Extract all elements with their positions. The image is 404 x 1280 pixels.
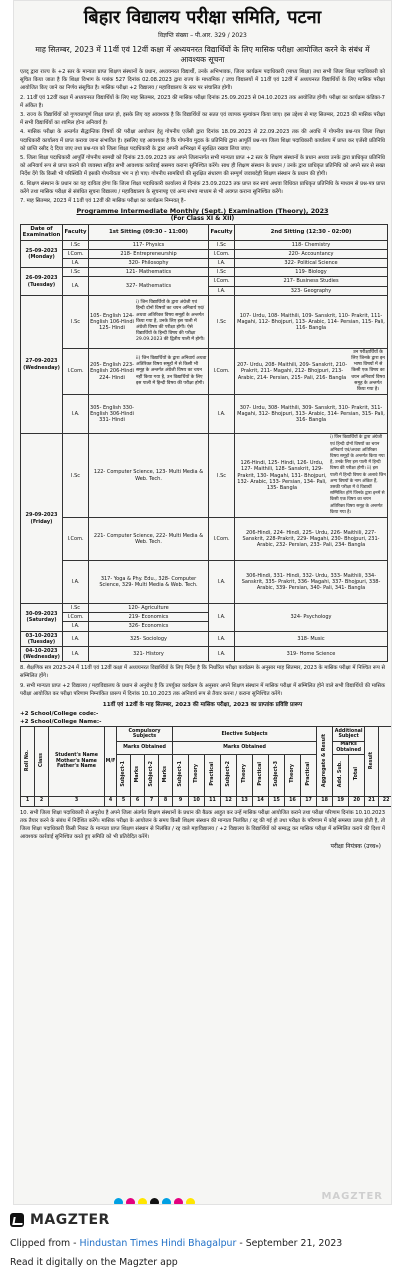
subject-cell: 324- Psychology [235, 603, 388, 631]
mf-header: M/F [105, 727, 117, 796]
subject-cell: 217- Business Studies [235, 277, 388, 286]
subject-cell [235, 348, 388, 394]
subject-cell: 121- Mathematics [89, 268, 209, 277]
table-row [21, 603, 388, 612]
subject-col: Subject-2 [221, 754, 237, 796]
faculty-cell: I.A. [63, 646, 89, 661]
additional-marks-header: Marks Obtained [333, 742, 365, 754]
subject-cell: 118- Chemistry [235, 240, 388, 249]
faculty-cell: I.Sc [63, 295, 89, 348]
exam-schedule-table [20, 224, 388, 662]
header-sitting-1: 1st Sitting (09:30 - 11:00) [89, 225, 209, 240]
column-number: 21 [365, 796, 379, 806]
publication-link[interactable]: Hindustan Times Hindi Bhagalpur [79, 1238, 237, 1249]
table-row [21, 240, 388, 249]
column-number: 19 [333, 796, 349, 806]
subject-cell: 321- History [89, 646, 209, 661]
subject-cell: 219- Economics [89, 613, 209, 622]
faculty-cell: I.A. [209, 631, 235, 646]
programme-title: Programme Intermediate Monthly (Sept.) Examination (Theory), 2023 [76, 207, 329, 216]
faculty-cell: I.A. [63, 631, 89, 646]
exam-date: 25-09-2023 (Monday) [21, 240, 63, 268]
marks-col: Marks [131, 754, 145, 796]
marks-col: Marks [159, 754, 173, 796]
subject-col: Subject-1 [173, 754, 189, 796]
column-number: 6 [131, 796, 145, 806]
subject-cell: 318- Music [235, 631, 388, 646]
subject-cell: 221- Computer Science, 222- Multi Media & Web. Tech. [89, 517, 209, 560]
total-col: Total [349, 754, 365, 796]
roll-header: Roll No. [21, 727, 35, 796]
table-row [21, 268, 388, 277]
subject-cell [235, 395, 388, 434]
column-number: 9 [173, 796, 189, 806]
table-row [21, 646, 388, 661]
subject-cell: 327- Mathematics [89, 277, 209, 295]
magzter-brand[interactable] [10, 1210, 110, 1230]
faculty-cell: I.A. [209, 603, 235, 631]
faculty-cell: I.A. [63, 277, 89, 295]
subject-cell [89, 295, 209, 348]
exam-date: 26-09-2023 (Tuesday) [21, 268, 63, 296]
faculty-cell: I.Sc [209, 434, 235, 518]
subject-cell: 323- Geography [235, 286, 388, 295]
icom-language-codes: 205- English 223- English 206-Hindi 224- Hindi [90, 362, 134, 381]
table-row [21, 631, 388, 646]
table-row [21, 295, 388, 348]
subject-cell: 119- Biology [235, 268, 388, 277]
faculty-cell: I.Sc [63, 268, 89, 277]
subject-cell: 218- Entrepreneurship [89, 249, 209, 258]
subject-cell: 326- Economics [89, 622, 209, 631]
clip-source [10, 1238, 342, 1249]
subject-cell [235, 434, 388, 518]
language-note-2: ii) जिन विद्यार्थियों के द्वारा अनिवार्य अथवा अतिरिक्त विषय समूहों में से किसी भी समूह के अन्तर्गत अंग्रेजी विषय का चयन नहीं किया गया है, उन विद्यार्थियों के लिए इस पाली में हिन्दी विषय की परीक्षा होगी। [136, 356, 207, 386]
college-name-label: +2 School/College Name:- [20, 719, 102, 726]
table-row [21, 395, 388, 434]
subject-col: Subject-2 [145, 754, 159, 796]
exam-date: 04-10-2023 (Wednesday) [21, 646, 63, 661]
table-row [21, 277, 388, 286]
table-row [21, 560, 388, 603]
format-title: 11वीं एवं 12वीं के माह सितम्बर, 2023 की मासिक परीक्षा, 2023 का प्राप्तांक प्रविष्टि प्रारूप [102, 702, 303, 709]
print-marks [14, 1190, 391, 1204]
faculty-cell: I.Com. [63, 348, 89, 394]
read-digitally-text: Read it digitally on the Magzter app [10, 1257, 178, 1268]
subject-cell: 122- Computer Science, 123- Multi Media & Web. Tech. [89, 434, 209, 518]
paragraph-7: 7. माह सितम्बर, 2023 में 11वीं एवं 12वीं की मासिक परीक्षा का कार्यक्रम निम्नवत् है– [20, 198, 187, 205]
faculty-cell: I.Com. [63, 517, 89, 560]
column-number: 3 [49, 796, 105, 806]
faculty-cell: I.Com. [209, 517, 235, 560]
header-faculty-1: Faculty [63, 225, 89, 240]
subject-cell: 325- Sociology [89, 631, 209, 646]
isc-other-languages: 107- Urdu, 108- Maithili, 109- Sanskrit, 110- Prakrit, 111- Magahi, 112- Bhojpuri, 113- Arabic, 114- Persian, 115- Pali, 116- Bangla [237, 312, 385, 331]
faculty-cell: I.A. [209, 286, 235, 295]
column-number: 18 [317, 796, 333, 806]
subject-col: Subject-1 [117, 754, 131, 796]
faculty-cell: I.A. [63, 622, 89, 631]
paragraph-5: 5. जिला शिक्षा पदाधिकारी आपूर्ति गोपनीय सामग्री को दिनांक 23.09.2023 तक अपने जिलान्तर्गत सभी मान्यता प्राप्त +2 स्तर के शिक्षण संस्थानों के प्रधान अथवा उनके द्वारा प्राधिकृत प्रतिनिधि को अनिवार्य रूप से प्राप्त कराने की व्यवस्था सहित सभी आवश्यक कार्रवाई ससमय कराना सुनिश्चित करेंगे। साथ ही शिक्षण संस्थान के प्रधान / उनके द्वारा प्राधिकृत प्रतिनिधि को अपने स्तर से सख्त निर्देश देंगे कि किसी भी परिस्थिति में इसकी गोपनीयता भंग न हो पाए। गोपनीय सामग्रियों की सुरक्षित संधारण की सम्पूर्ण जवाबदेही शिक्षण संस्थान के प्रधान की होगी। [20, 155, 385, 178]
notice-header: बिहार विद्यालय परीक्षा समिति, पटना [83, 7, 322, 28]
practical-col: Practical [301, 754, 317, 796]
faculty-cell: I.Com. [209, 277, 235, 286]
elective-marks-header: Marks Obtained [173, 742, 317, 754]
aggregate-header: Aggregate & Result [317, 727, 333, 796]
subject-cell: 120- Agriculture [89, 603, 209, 612]
magzter-brand-name: MAGZTER [30, 1212, 110, 1228]
isc-hindi-languages: 126-Hindi, 125- Hindi, 126- Urdu, 127- Maithili, 128- Sanskrit, 129- Prakrit, 130- Magahi, 131- Bhojpuri, 132- Arabic, 133- Persian, 134- Pali, 135- Bangla [237, 460, 327, 491]
table-row [21, 249, 388, 258]
subject-cell [89, 348, 209, 394]
subject-cell [235, 295, 388, 348]
notice-number: विज्ञप्ति संख्या – पी.आर. 329 / 2023 [158, 32, 247, 39]
column-number: 20 [349, 796, 365, 806]
paragraph-6: 6. शिक्षण संस्थान के प्रधान का यह दायित्व होगा कि जिला शिक्षा पदाधिकारी कार्यालय से दिनांक 23.09.2023 तक प्राप्त कर स्वयं अथवा विधिवत प्राधिकृत प्रतिनिधि के माध्यम से प्रश्न-पत्र प्राप्त करेंगे तथा मासिक परीक्षा से संबंधित सूचना विद्यालय / महाविद्यालय के सूचनापट्ट एवं अन्य संभव माध्यम से भी अवगत कराना सुनिश्चित करेंगे। [20, 180, 385, 195]
table-row [21, 259, 388, 268]
practical-col: Practical [253, 754, 269, 796]
format-number-row [21, 796, 393, 806]
subject-cell: 206-Hindi, 224- Hindi, 225- Urdu, 226- Maithili, 227- Sanskrit, 228-Prakrit, 229- Magahi, 230- Bhojpuri, 231- Arabic, 232- Persian, 233- Pali, 234- Bangla [235, 517, 388, 560]
paragraph-1: एतद् द्वारा राज्य के +2 स्तर के मान्यता प्राप्त शिक्षण संस्थानों के प्रधान, अध्ययनरत विद्यार्थी, उनके अभिभावक, जिला कार्यक्रम पदाधिकारी (माध्य शिक्षा) तथा सभी जिला शिक्षा पदाधिकारी को सूचित किया जाता है कि शिक्षा विभाग के पत्रांक 527 दिनांक 02.08.2023 द्वारा राज्य के माध्यमिक / उच्च विद्यालयों में 11वीं एवं 12वीं में अध्ययनरत विद्यार्थियों के लिए मासिक परीक्षा आयोजित किए जाने का निर्णय संसूचित है। मासिक परीक्षा +2 विद्यालय / महाविद्यालय के स्तर पर संचालित होगी। [20, 69, 385, 92]
faculty-cell: I.A. [209, 395, 235, 434]
registration-dot [186, 1198, 195, 1205]
paragraph-3: 3. राज्य के विद्यार्थियों को गुणवत्तापूर्ण शिक्षा प्राप्त हो, इसके लिए यह आवश्यक है कि विद्यार्थियों का सतत एवं व्यापक मूल्यांकन किया जाए। इस उद्देश्य से माह सितम्बर, 2023 की मासिक परीक्षा में सभी विद्यार्थियों का शामिल होना अनिवार्य है। [20, 112, 385, 127]
column-number: 10 [189, 796, 205, 806]
registration-dot [162, 1198, 171, 1205]
column-number: 14 [253, 796, 269, 806]
column-number: 8 [159, 796, 173, 806]
column-number: 17 [301, 796, 317, 806]
faculty-cell: I.Sc [63, 603, 89, 612]
registration-dot [150, 1198, 159, 1205]
faculty-cell: I.A. [209, 646, 235, 661]
class-header: Class [35, 727, 49, 796]
hindi-note: i) जिन विद्यार्थियों के द्वारा अंग्रेजी एवं हिन्दी दोनों विषयों का चयन अनिवार्य एवं/अथवा अतिरिक्त विषय समूहों के अन्तर्गत किया गया है, उनके लिए इस पाली में हिन्दी विषय की परीक्षा होगी। ii) इस पाली में हिन्दी विषय के अलावे जिन अन्य विषयों के नाम अंकित हैं, उसकी परीक्षा में वे विद्यार्थी सम्मिलित होंगे जिनके द्वारा इनमें से किसी एक विषय का चयन अतिरिक्त विषय समूह के अन्तर्गत किया गया है। [330, 435, 386, 515]
header-sitting-2: 2nd Sitting (12:30 - 02:00) [235, 225, 388, 240]
icom-other-languages: 207- Urdu, 208- Maithili, 209- Sanskrit, 210- Prakrit, 211- Magahi, 212- Bhojpuri, 213- Arabic, 214- Persian, 215- Pali, 216- Bangla [236, 362, 348, 381]
column-number: 5 [117, 796, 131, 806]
column-number: 13 [237, 796, 253, 806]
subject-cell: 220- Accountancy [235, 249, 388, 258]
notice-subject: माह सितम्बर, 2023 में 11वीं एवं 12वीं कक्षा में अध्ययनरत विद्यार्थियों के लिए मासिक परीक्षा आयोजित करने के संबंध में आवश्यक सूचना [35, 45, 370, 64]
table-row [21, 517, 388, 560]
newspaper-clipping [13, 0, 392, 1205]
column-number: 1 [21, 796, 35, 806]
faculty-cell: I.Sc [63, 434, 89, 518]
header-date: Date of Examination [21, 225, 63, 240]
student-header: Student's Name Mother's Name Father's Name [49, 727, 105, 796]
magzter-logo-icon [10, 1213, 24, 1227]
exam-date: 29-09-2023 (Friday) [21, 434, 63, 604]
column-number: 12 [221, 796, 237, 806]
registration-dot [174, 1198, 183, 1205]
registration-dot [114, 1198, 123, 1205]
faculty-cell: I.Com. [209, 249, 235, 258]
table-row [21, 348, 388, 394]
subject-cell: 319- Home Science [235, 646, 388, 661]
college-code-label: +2 School/College code:- [20, 711, 99, 718]
faculty-cell: I.A. [209, 259, 235, 268]
add-sub-col: Add. Sub. [333, 754, 349, 796]
watermark: MAGZTER [321, 1191, 383, 1202]
note-9: 9. सभी मान्यता प्राप्त +2 विद्यालय / महाविद्यालय के प्रधान से अनुरोध है कि उपर्युक्त कार्यक्रम के अनुसार अपने शिक्षण संस्थान में मासिक परीक्षा में सम्मिलित होने वाले सभी विद्यार्थियों की मासिक परीक्षा आयोजित कर परीक्षा परिणाम निम्नांकित प्रारूप में दिनांक 10.10.2023 तक अनिवार्य रूप से तैयार करना / कराना सुनिश्चित करेंगे। [20, 683, 385, 698]
compulsory-header: Compulsory Subjects [117, 727, 173, 742]
faculty-cell: I.Sc [63, 240, 89, 249]
color-registration-bar [114, 1192, 198, 1201]
column-number: 15 [269, 796, 285, 806]
schedule-header-row [21, 225, 388, 240]
column-number: 4 [105, 796, 117, 806]
ia-other-languages: 307- Urdu, 308- Maithili, 309- Sanskrit, 310- Prakrit, 311- Magahi, 312- Bhojpuri, 313- Arabic, 314- Persian, 315- Pali, 316- Bangla [237, 404, 385, 424]
faculty-cell: I.A. [63, 259, 89, 268]
subject-cell: 117- Physics [89, 240, 209, 249]
header-faculty-2: Faculty [209, 225, 235, 240]
faculty-cell: I.A. [63, 560, 89, 603]
result-header: Result [365, 727, 379, 796]
signature: परीक्षा नियंत्रक (उच्च०) [330, 842, 381, 850]
registration-dot [126, 1198, 135, 1205]
compulsory-marks-header: Marks Obtained [117, 742, 173, 754]
practical-col: Practical [205, 754, 221, 796]
programme-subtitle: (For Class XI & XII) [170, 215, 235, 223]
column-number: 11 [205, 796, 221, 806]
faculty-cell: I.Sc [209, 268, 235, 277]
format-header-row-1 [21, 727, 393, 742]
exam-date: 27-09-2023 (Wednesday) [21, 295, 63, 433]
subject-col: Subject-3 [269, 754, 285, 796]
registration-dot [138, 1198, 147, 1205]
clipped-from-label: Clipped from - [10, 1238, 80, 1249]
column-number: 16 [285, 796, 301, 806]
column-number: 22 [379, 796, 392, 806]
paragraph-4: 4. मासिक परीक्षा के अन्तर्गत सैद्धान्तिक विषयों की परीक्षा आयोजन हेतु गोपनीय एजेंसी द्वारा दिनांक 18.09.2023 से 22.09.2023 तक की अवधि में गोपनीय प्रश्न-पत्र जिला शिक्षा पदाधिकारी कार्यालय में प्राप्त कराया जाना संभावित है। इसलिए यह आवश्यक है कि गोपनीय मुद्रक के प्रतिनिधि द्वारा आपूर्ति प्रश्न-पत्र जिला शिक्षा पदाधिकारी कार्यालय में प्राप्त कर एजेंसी प्रतिनिधि को प्राप्ति रसीद दे दिया जाए तथा प्रश्न-पत्र को जिला शिक्षा पदाधिकारी के द्वारा अपनी अभिरक्षा में सुरक्षित रखवा लिया जाए। [20, 129, 385, 152]
faculty-cell: I.Sc [209, 240, 235, 249]
table-row [21, 434, 388, 518]
theory-col: Theory [189, 754, 205, 796]
column-number: 7 [145, 796, 159, 806]
subject-cell: 306-Hindi, 331- Hindi, 332- Urdu, 333- Maithili, 334- Sanskrit, 335- Prakrit, 336- Magahi, 337- Bhojpuri, 338- Arabic, 339- Persian, 340- Pali, 341- Bangla [235, 560, 388, 603]
faculty-cell: I.Sc [209, 295, 235, 348]
exam-date: 30-09-2023 (Saturday) [21, 603, 63, 631]
faculty-cell: I.Com. [63, 613, 89, 622]
faculty-cell: I.Com. [209, 348, 235, 394]
extra-header [379, 727, 392, 796]
marks-format-table [20, 726, 392, 806]
theory-col: Theory [237, 754, 253, 796]
additional-header: Additional Subject [333, 727, 365, 742]
note-10: 10. सभी जिला शिक्षा पदाधिकारी से अनुरोध है अपने जिला अंतर्गत शिक्षण संस्थानों के प्रधान की बैठक आहूत कर उन्हें मासिक परीक्षा आयोजित कराने तथा परीक्षा परिणाम दिनांक 10.10.2023 तक तैयार करने के संबंध में निर्देशित करेंगे। मासिक परीक्षा के आयोजन के समय किसी शिक्षण संस्थान की मान्यता निलंबित / रद्द की गई हो तथा परीक्षा के परिणाम में कोई समस्या उत्पन्न होती है, तो जिला शिक्षा पदाधिकारी किसी निकट के मान्यता प्राप्त शिक्षण संस्थान से निलंबित / रद्द वाले महाविद्यालय / +2 विद्यालय के विद्यार्थियों को सम्बद्ध कर मासिक परीक्षा में सम्मिलित कराने की दिशा में आवश्यक कार्रवाई सुनिश्चित करते हुए समिति को भी प्रतिवेदित करेंगे। [20, 809, 385, 840]
language-note-1: i) जिन विद्यार्थियों के द्वारा अंग्रेजी एवं हिन्दी दोनों विषयों का चयन अनिवार्य एवं/अथवा अतिरिक्त विषय समूहों के अन्तर्गत किया गया है, उनके लिए इस पाली में अंग्रेजी विषय की परीक्षा होगी। ऐसे विद्यार्थियों के हिन्दी विषय की परीक्षा 29.09.2023 की द्वितीय पाली में होगी। [136, 300, 205, 343]
exam-date: 03-10-2023 (Tuesday) [21, 631, 63, 646]
clip-date: - September 21, 2023 [236, 1238, 343, 1249]
subject-cell [89, 395, 209, 434]
language-note-3: उन परीक्षार्थियों के लिए जिनके द्वारा इन भाषा विषयों में से किसी एक विषय का चयन अनिवार्य विषय समूह के अन्तर्गत किया गया है। [351, 349, 385, 393]
isc-language-codes: 105- English 124- English 106-Hindi 125- Hindi [90, 312, 134, 331]
faculty-cell: I.A. [63, 395, 89, 434]
subject-cell: 320- Philosophy [89, 259, 209, 268]
faculty-cell: I.A. [209, 560, 235, 603]
faculty-cell: I.Com. [63, 249, 89, 258]
note-8: 8. शैक्षणिक सत्र 2023-24 में 11वीं एवं 12वीं कक्षा में अध्ययनरत विद्यार्थियों के लिए निर्देश है कि निर्धारित परीक्षा कार्यक्रम के अनुसार माह सितम्बर, 2023 के मासिक परीक्षा में निश्चित रूप से सम्मिलित होंगे। [20, 665, 385, 680]
paragraph-2: 2. 11वीं एवं 12वीं कक्षा में अध्ययनरत विद्यार्थियों के लिए माह सितम्बर, 2023 की मासिक परीक्षा दिनांक 25.09.2023 से 04.10.2023 तक आयोजित होगी। परीक्षा का कार्यक्रम कंडिका-7 में अंकित है। [20, 94, 385, 109]
elective-header: Elective Subjects [173, 727, 317, 742]
notice-paragraphs [20, 68, 385, 205]
ia-language-codes: 305- English 330- English 306-Hindi 331- Hindi [90, 404, 134, 424]
column-number: 2 [35, 796, 49, 806]
subject-cell: 317- Yoga & Phy. Edu., 328- Computer Science, 329- Multi Media & Web. Tech. [89, 560, 209, 603]
subject-cell: 322- Political Science [235, 259, 388, 268]
theory-col: Theory [285, 754, 301, 796]
